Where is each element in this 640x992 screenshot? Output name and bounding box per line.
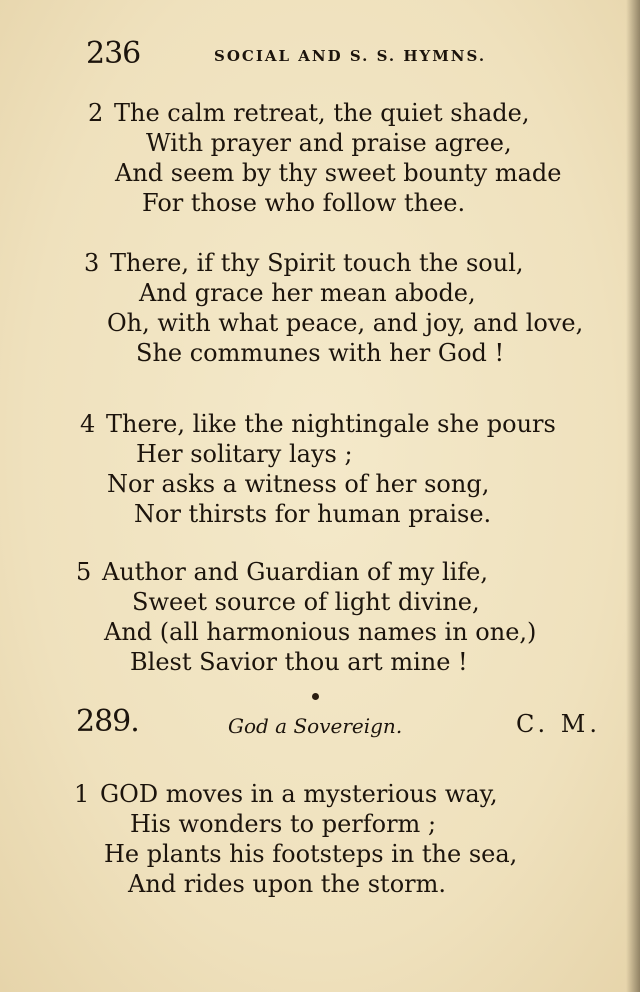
stanza-number: 5: [76, 558, 92, 586]
stanza-number: 1: [74, 780, 90, 808]
stanza-line: She communes with her God !: [136, 339, 505, 367]
stanza-line: [76, 557, 488, 587]
hymn-title: God a Sovereign.: [228, 714, 403, 738]
stanza-line: Nor asks a witness of her song,: [107, 470, 490, 498]
stanza-line: Sweet source of light divine,: [132, 588, 480, 616]
stanza-line: And seem by thy sweet bounty made: [115, 159, 562, 187]
stanza-line: And grace her mean abode,: [139, 279, 476, 307]
page-header: [86, 36, 506, 76]
stanza-line: With prayer and praise agree,: [146, 129, 512, 157]
stanza-line: Oh, with what peace, and joy, and love,: [107, 309, 584, 337]
hymn-number: 289.: [76, 704, 139, 739]
stanza-number: 2: [88, 99, 104, 127]
stanza-line-text: GOD moves in a mysterious way,: [100, 780, 498, 808]
stanza-line: Nor thirsts for human praise.: [134, 500, 492, 528]
hymn-heading: [0, 702, 620, 746]
stanza-line: And rides upon the storm.: [128, 870, 446, 898]
stanza-line-text: There, like the nightingale she pours: [106, 410, 556, 438]
page-edge-shadow: [626, 0, 640, 992]
stanza-line: [74, 779, 498, 809]
stanza-line: He plants his footsteps in the sea,: [104, 840, 518, 868]
stanza-line-text: Author and Guardian of my life,: [102, 558, 489, 586]
ink-dot: [312, 693, 319, 700]
hymn-meter: C. M.: [516, 710, 601, 738]
stanza-number: 3: [84, 249, 100, 277]
stanza-line: For those who follow thee.: [142, 189, 466, 217]
stanza-line: [80, 409, 556, 439]
stanza-line: Blest Savior thou art mine !: [130, 648, 468, 676]
running-head: SOCIAL AND S. S. HYMNS.: [214, 47, 487, 65]
stanza-line: [84, 248, 524, 278]
stanza-line: [88, 98, 530, 128]
page-number: 236: [86, 36, 141, 71]
stanza-line: And (all harmonious names in one,): [104, 618, 537, 646]
stanza-line: His wonders to perform ;: [130, 810, 437, 838]
stanza-line-text: The calm retreat, the quiet shade,: [114, 99, 530, 127]
stanza-line: Her solitary lays ;: [136, 440, 353, 468]
stanza-line-text: There, if thy Spirit touch the soul,: [110, 249, 524, 277]
stanza-number: 4: [80, 410, 96, 438]
